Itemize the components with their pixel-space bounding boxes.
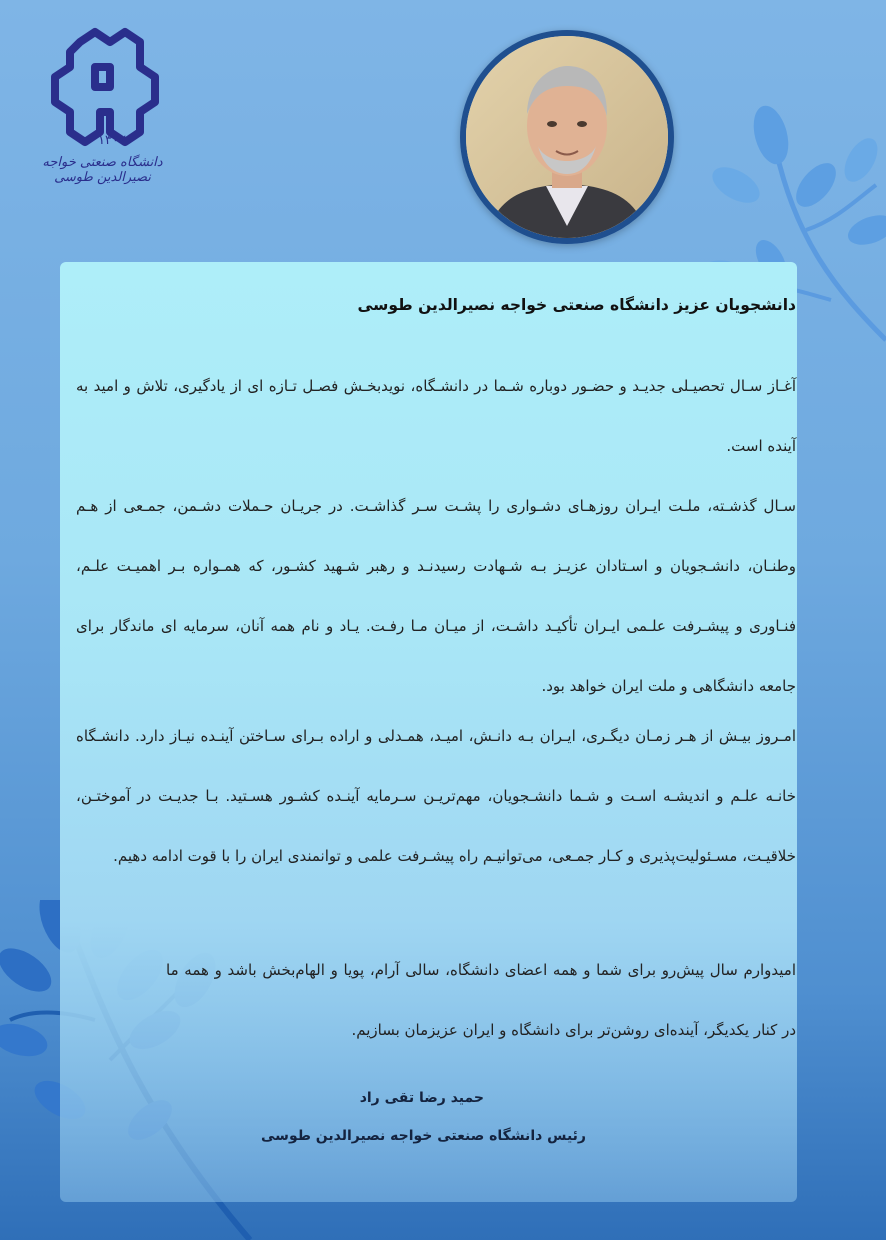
president-portrait: [460, 30, 674, 244]
letter-greeting: دانشجویان عزیز دانشگاه صنعتی خواجه نصیرالدین طوسی: [357, 296, 796, 314]
letter-paragraph-2: سـال گذشـته، ملـت ایـران روزهـای دشـواری را پشـت سـر گذاشـت. در جریـان حـملات دشـمن، جمـعی از هـم وطنـان، دانشـجویان و اسـتادان عزیـز بـه شـهادت رسیدنـد و رهبر شـهید کشـور، که همـواره بـر اهمیـت علـم، فنـاوری و پیشـرفت علـمی ایـران تأکیـد داشـت، از میـان مـا رفـت. یـاد و نام همه آنان، سرمایه ای ماندگار برای جامعه دانشگاهی و ملت ایران خواهد بود.: [76, 497, 796, 695]
portrait-illustration: [466, 36, 668, 238]
logo-year: ۱۳۰۷: [98, 133, 126, 148]
logo-university-name: دانشگاه صنعتی خواجه نصیرالدین طوسی: [42, 155, 163, 185]
letter-paragraph-1: آغـاز سـال تحصیـلی جدیـد و حضـور دوباره شـما در دانشـگاه، نویدبخـش فصـل تـازه ای از یادگیری، تلاش و امید به آینده است.: [76, 377, 796, 455]
letter-paragraph-4: امیدوارم سال پیش‌رو برای شما و همه اعضای دانشگاه، سالی آرام، پویا و الهام‌بخش باشد و همه ما در کنار یکدیگر، آینده‌ای روشن‌تر برای دانشگاه و ایران عزیزمان بسازیم.: [166, 961, 796, 1039]
letter-paragraph-3: امـروز بیـش از هـر زمـان دیگـری، ایـران بـه دانـش، امیـد، همـدلی و اراده بـرای سـاختن آینـده نیـاز دارد. دانشـگاه خانـه علـم و اندیشـه اسـت و شـما دانشـجویان، مهم‌تریـن سـرمایه آینـده کشـور هسـتید. بـا جدیـت در آموختـن، خلاقیـت، مسـئولیت‌پذیری و کـار جمـعی، می‌توانیـم راه پیشـرفت علمی و توانمندی ایران را با قوت ادامه دهیم.: [76, 727, 796, 865]
signature-name: حمید رضا تقی راد: [359, 1090, 484, 1106]
signature-title: رئیس دانشگاه صنعتی خواجه نصیرالدین طوسی: [261, 1128, 586, 1144]
